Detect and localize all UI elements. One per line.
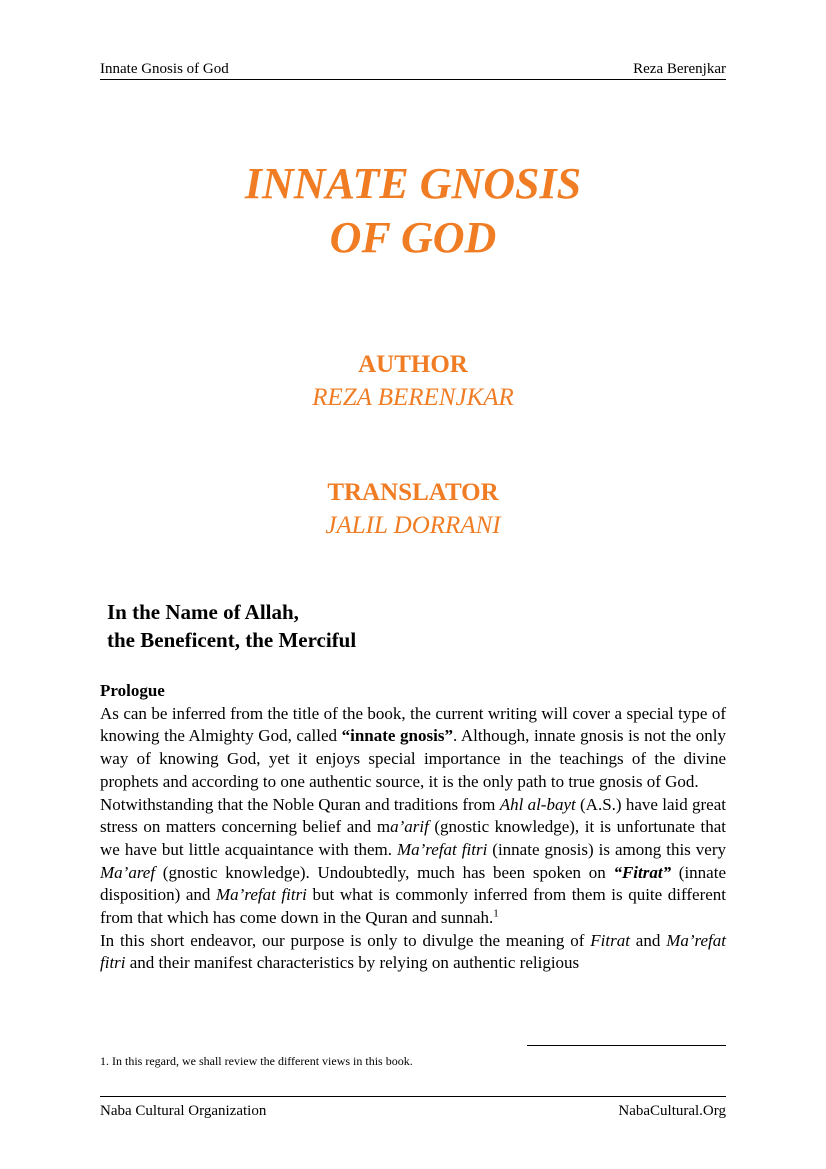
book-title-line-1: INNATE GNOSIS <box>244 159 582 208</box>
invocation <box>107 598 356 654</box>
running-header <box>100 61 726 80</box>
term-innate-gnosis: “innate gnosis” <box>341 726 453 746</box>
text-run: In this short endeavor, our purpose is only to divulge the meaning of <box>100 930 591 950</box>
author-name: REZA BERENJKAR <box>312 384 514 411</box>
term-maaref: Ma’aref <box>100 862 156 882</box>
prologue-section <box>100 680 726 975</box>
running-footer <box>100 1096 726 1120</box>
footnote-separator <box>527 1045 726 1046</box>
translator-name: JALIL DORRANI <box>325 512 501 539</box>
translator-label: TRANSLATOR <box>327 479 499 506</box>
text-run: (A.S.) have laid great stress on matters concerning belief and m <box>100 794 726 837</box>
text-run: (innate gnosis) is among this very <box>487 839 726 859</box>
text-run: and <box>629 930 667 950</box>
term-fitrat: “Fitrat” <box>613 862 672 882</box>
text-run: (gnostic knowledge), it is unfortunate that we have but little acquaintance with them. <box>100 817 726 859</box>
book-title <box>0 157 826 265</box>
footer-organization: Naba Cultural Organization <box>100 1103 267 1119</box>
book-title-line-2: OF GOD <box>329 213 497 262</box>
term-marefat-fitri: Ma’refat fitri <box>396 839 488 859</box>
term-fitrat: Fitrat <box>590 930 630 950</box>
header-book-title: Innate Gnosis of God <box>100 61 229 77</box>
header-author: Reza Berenjkar <box>633 61 726 77</box>
text-run: and their manifest characteristics by relying on authentic religious <box>125 953 580 973</box>
footnote: 1. In this regard, we shall review the different views in this book. <box>100 1054 413 1068</box>
prologue-paragraph-3 <box>100 930 726 975</box>
term-marefat-fitri: Ma’refat fitri <box>100 930 726 973</box>
text-run: (gnostic knowledge). Undoubtedly, much has been spoken on <box>155 862 614 882</box>
text-run: . Although, innate gnosis is not the only way of knowing God, yet it enjoys special importance in the teachings of the divine prophets and according to one authentic source, it is the only path to true gnosis of God. <box>100 726 726 791</box>
prologue-paragraph-2 <box>100 794 726 930</box>
prologue-heading: Prologue <box>100 681 165 700</box>
text-run: As can be inferred from the title of the book, the current writing will cover a special type of knowing the Almighty God, called <box>100 703 726 746</box>
author-label: AUTHOR <box>358 351 468 378</box>
term-marefat-fitri: Ma’refat fitri <box>216 885 307 905</box>
prologue-paragraph-1 <box>100 703 726 794</box>
footnote-reference: 1 <box>493 907 499 920</box>
text-run: Notwithstanding that the Noble Quran and traditions from <box>100 794 500 814</box>
footer-website: NabaCultural.Org <box>618 1103 726 1119</box>
term-maarif: a’arif <box>390 817 429 837</box>
text-run: but what is commonly inferred from them is quite different from that which has come down in the Quran and sunnah. <box>100 885 726 928</box>
text-run: (innate disposition) and <box>100 862 726 905</box>
invocation-line-1: In the Name of Allah, <box>107 600 299 624</box>
invocation-line-2: the Beneficent, the Merciful <box>107 628 357 652</box>
term-ahl-al-bayt: Ahl al-bayt <box>499 794 576 814</box>
